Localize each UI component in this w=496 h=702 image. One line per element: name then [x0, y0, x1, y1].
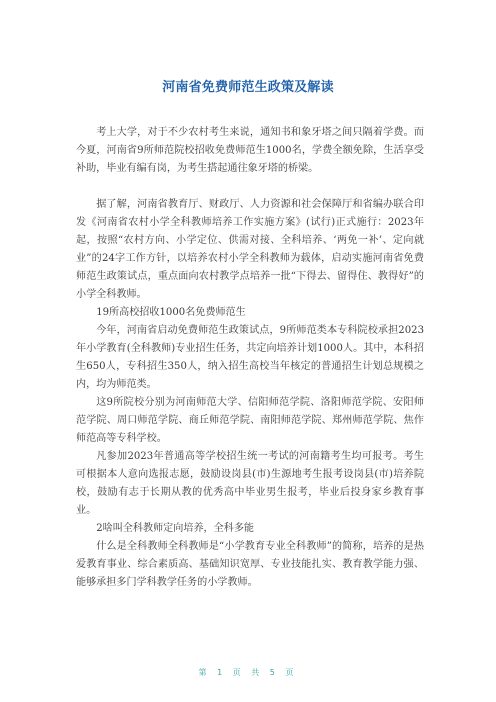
paragraph-policy: 据了解，河南省教育厅、财政厅、人力资源和社会保障厅和省编办联合印发《河南省农村小学全科教师培养工作实施方案》(试行)正式施行：2023年起，按照“农村方向、小学定位、供需对接、全科培养、‘两免一补’、定向就业”的24字工作方针，以培养农村小学全科教师为载体，启动实施河南省免费师范生政策试点，重点面向农村教学点培养一批“下得去、留得住、教得好”的小学全科教师。	[76, 199, 424, 300]
document-title: 河南省免费师范生政策及解读	[162, 80, 334, 95]
paragraph-intro: 考上大学，对于不少农村考生来说，通知书和象牙塔之间只隔着学费。而今夏，河南省9所师范院校招收免费师范生1000名，学费全额免除，生活享受补助，毕业有编有岗，为考生搭起通往象牙塔的桥梁。	[76, 127, 424, 174]
section-heading-enrollment: 19所高校招收1000名免费师范生	[96, 307, 246, 318]
page-number-footer: 第 1 页 共 5 页	[198, 668, 298, 677]
paragraph-gap	[76, 178, 424, 196]
paragraph-enrollment: 今年，河南省启动免费师范生政策试点，9所师范类本专科院校承担2023年小学教育(全科教师)专业招生任务，共定向培养计划1000人。其中，本科招生650人，专科招生350人，纳入招生高校当年核定的普通招生计划总规模之内，均为师范类。	[76, 325, 424, 390]
paragraph-general-teacher: 什么是全科教师全科教师是“小学教育专业全科教师”的简称，培养的是热爱教育事业、综合素质高、基础知识宽厚、专业技能扎实、教育教学能力强、能够承担多门学科教学任务的小学教师。	[76, 541, 424, 588]
paragraph-institutions: 这9所院校分别为河南师范大学、信阳师范学院、洛阳师范学院、安阳师范学院、周口师范学院、商丘师范学院、南阳师范学院、郑州师范学院、焦作师范高等专科学校。	[76, 397, 424, 444]
document-body	[76, 124, 424, 592]
paragraph-eligibility: 凡参加2023年普通高等学校招生统一考试的河南籍考生均可报考。考生可根据本人意向选报志愿，鼓励设岗县(市)生源地考生报考设岗县(市)培养院校，鼓励有志于长期从教的优秀高中毕业男生报考，毕业后投身家乡教育事业。	[76, 451, 424, 516]
section-heading-general-teacher: 2啥叫全科教师定向培养，全科多能	[96, 523, 255, 534]
